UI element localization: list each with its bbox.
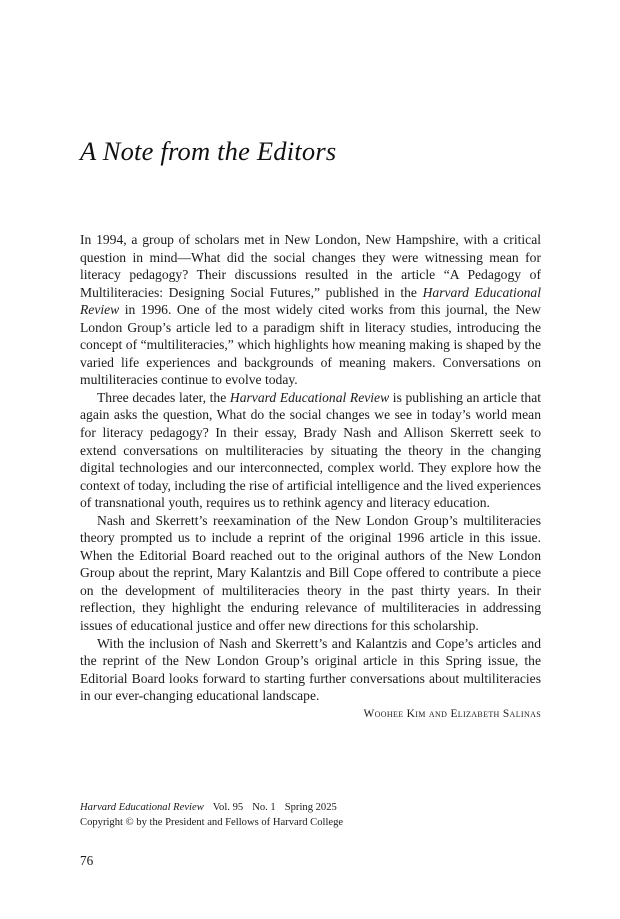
body-paragraph: Nash and Skerrett’s reexamination of the New London Group’s multiliteracies theory prompted us to include a reprint of the original 1996 article in this issue. When the Editorial Board reached out to the original authors of the New London Group about the reprint, Mary Kalantzis and Bill Cope offered to contribute a piece on the development of multiliteracies theory in the past thirty years. In their reflection, they highlight the enduring relevance of multiliteracies in addressing issues of educational justice and offer new directions for this scholarship. bbox=[80, 512, 541, 634]
footer-citation-line bbox=[80, 801, 541, 816]
footer-number: No. 1 bbox=[252, 802, 276, 813]
page-number: 76 bbox=[80, 853, 94, 868]
page-footer bbox=[80, 801, 541, 830]
italic-journal-title: Harvard Educational Review bbox=[229, 389, 390, 405]
italic-journal-title: Harvard Educational Review bbox=[80, 284, 541, 318]
body-paragraph: With the inclusion of Nash and Skerrett’s and Kalantzis and Cope’s articles and the reprint of the New London Group’s original article in this Spring issue, the Editorial Board looks forward to starting further conversations about multiliteracies in our ever-changing educational landscape. bbox=[80, 635, 541, 704]
footer-journal-name: Harvard Educational Review bbox=[80, 802, 204, 813]
editors-signature: Woohee Kim and Elizabeth Salinas bbox=[363, 707, 541, 720]
footer-volume: Vol. 95 bbox=[212, 802, 244, 813]
body-paragraph: Three decades later, the Harvard Educational Review is publishing an article that again asks the question, What do the social changes we see in today’s world mean for literacy pedagogy? In their essay, Brady Nash and Allison Skerrett seek to extend conversations on multiliteracies by situating the theory in the changing digital technologies and our interconnected, complex world. They explore how the context of today, including the rise of artificial intelligence and the lived experiences of transnational youth, requires us to rethink agency and literacy education. bbox=[80, 389, 541, 511]
page-title: A Note from the Editors bbox=[80, 135, 337, 166]
article-body bbox=[80, 231, 541, 723]
body-paragraph: In 1994, a group of scholars met in New London, New Hampshire, with a critical question in mind—What did the social changes they were witnessing mean for literacy pedagogy? Their discussions resulted in the article “A Pedagogy of Multiliteracies: Designing Social Futures,” published in the Harvard Educational Review in 1996. One of the most widely cited works from this journal, the New London Group’s article led to a paradigm shift in literacy studies, introducing the concept of “multiliteracies,” which highlights how meaning making is shaped by the varied life experiences and backgrounds of meaning makers. Conversations on multiliteracies continue to evolve today. bbox=[80, 232, 541, 388]
footer-season: Spring 2025 bbox=[284, 802, 337, 813]
footer-copyright: Copyright © by the President and Fellows of Harvard College bbox=[80, 816, 344, 828]
